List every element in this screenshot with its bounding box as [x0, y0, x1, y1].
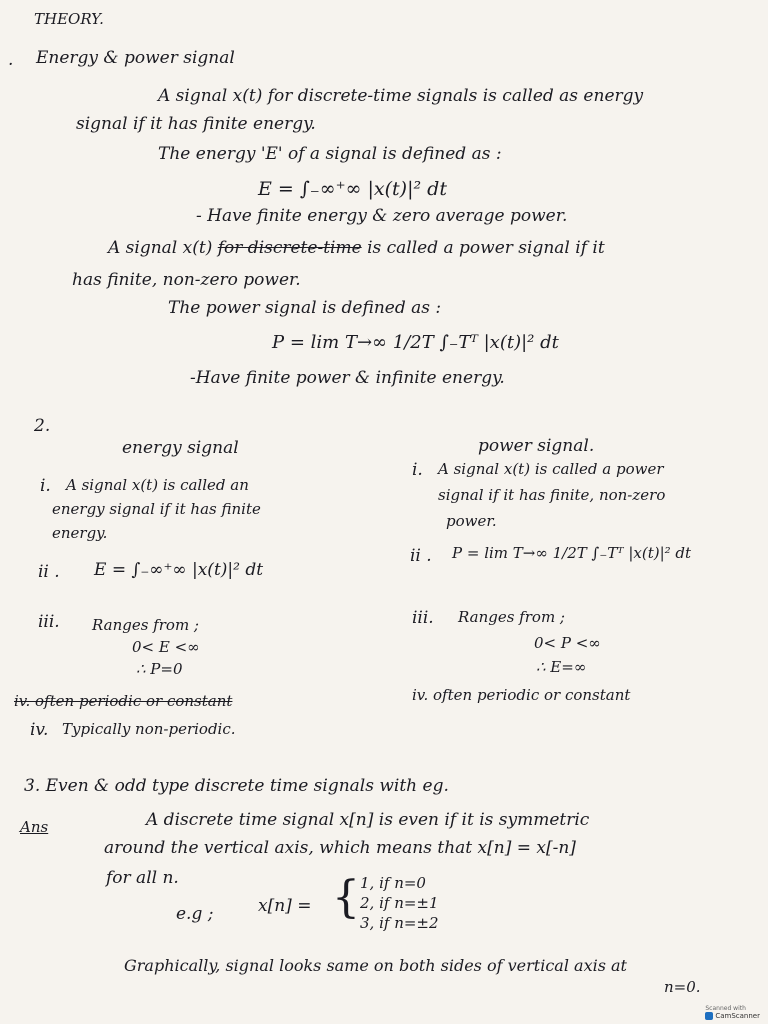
power-def-suffix: is called a power signal if it: [367, 238, 605, 258]
answer-label: Ans: [20, 818, 49, 836]
power-def-prefix: A signal x(t): [108, 238, 213, 258]
page-title: THEORY.: [34, 10, 104, 28]
example-case3: 3, if n=±2: [360, 914, 439, 932]
energy-def-line1: A signal x(t) for discrete-time signals is called as energy: [158, 86, 644, 106]
watermark-name: CamScanner: [715, 1012, 760, 1020]
energy-item-i-label: i.: [40, 476, 51, 496]
energy-item-ii-label: ii .: [38, 562, 60, 582]
energy-item-iii-label: iii.: [38, 612, 60, 632]
example-case2: 2, if n=±1: [360, 894, 439, 912]
power-item-i-line2: signal if it has finite, non-zero: [438, 486, 666, 504]
camscanner-watermark: [705, 1005, 760, 1020]
answer-line1: A discrete time signal x[n] is even if it is symmetric: [146, 810, 590, 830]
power-item-iii-line3: ∴ E=∞: [536, 658, 587, 676]
section1-bullet: .: [8, 50, 14, 70]
power-column-heading: power signal.: [478, 436, 595, 456]
energy-item-i-line3: energy.: [52, 524, 108, 542]
power-equation: P = lim T→∞ 1/2T ∫₋Tᵀ |x(t)|² dt: [272, 332, 559, 353]
section3-question: 3. Even & odd type discrete time signals with eg.: [24, 776, 449, 796]
energy-item-i-line1: A signal x(t) is called an: [66, 476, 249, 494]
energy-item-i-line2: energy signal if it has finite: [52, 500, 261, 518]
power-item-i-line1: A signal x(t) is called a power: [438, 460, 664, 478]
section1-heading: Energy & power signal: [36, 48, 235, 68]
energy-def-line3: The energy 'E' of a signal is defined as :: [158, 144, 502, 164]
energy-item-iii-line2: 0< E <∞: [132, 638, 200, 656]
power-item-iii-line2: 0< P <∞: [534, 634, 601, 652]
power-def-line1: [108, 240, 605, 257]
energy-item-iv-label: iv.: [30, 720, 49, 740]
power-item-iii-line1: Ranges from ;: [458, 608, 565, 626]
power-item-ii-equation: P = lim T→∞ 1/2T ∫₋Tᵀ |x(t)|² dt: [452, 544, 692, 562]
power-def-line3: The power signal is defined as :: [168, 298, 442, 318]
watermark-row: [705, 1012, 760, 1020]
answer-line2: around the vertical axis, which means that x[n] = x[-n]: [104, 838, 576, 858]
answer-line3: for all n.: [106, 868, 179, 888]
energy-item-iii-line1: Ranges from ;: [92, 616, 199, 634]
watermark-caption: Scanned with: [705, 1005, 746, 1012]
graphical-note-line2: n=0.: [664, 978, 701, 996]
energy-item-iv-text: Typically non-periodic.: [62, 720, 236, 738]
energy-def-line2: signal if it has finite energy.: [76, 114, 316, 134]
struck-text: for discrete-time: [217, 238, 362, 258]
example-lhs: x[n] =: [258, 896, 312, 916]
energy-equation: E = ∫₋∞⁺∞ |x(t)|² dt: [258, 178, 447, 200]
power-item-i-line3: power.: [446, 512, 497, 530]
power-item-iii-label: iii.: [412, 608, 434, 628]
example-label: e.g ;: [176, 904, 214, 924]
energy-item-ii-equation: E = ∫₋∞⁺∞ |x(t)|² dt: [94, 560, 264, 580]
graphical-note-line1: Graphically, signal looks same on both sides of vertical axis at: [124, 956, 627, 975]
power-item-i-label: i.: [412, 460, 423, 480]
power-item-ii-label: ii .: [410, 546, 432, 566]
energy-item-iv-struck: iv. often periodic or constant: [14, 692, 233, 710]
power-item-iv-text: iv. often periodic or constant: [412, 686, 631, 704]
camscanner-logo-icon: [705, 1012, 713, 1020]
power-def-line2: has finite, non-zero power.: [72, 270, 301, 290]
section2-number: 2.: [34, 416, 51, 436]
case-brace: {: [332, 872, 360, 923]
energy-column-heading: energy signal: [122, 438, 239, 458]
energy-item-iii-line3: ∴ P=0: [136, 660, 183, 678]
energy-note: - Have finite energy & zero average power.: [196, 206, 568, 226]
power-note: -Have finite power & infinite energy.: [190, 368, 505, 388]
example-case1: 1, if n=0: [360, 874, 426, 892]
